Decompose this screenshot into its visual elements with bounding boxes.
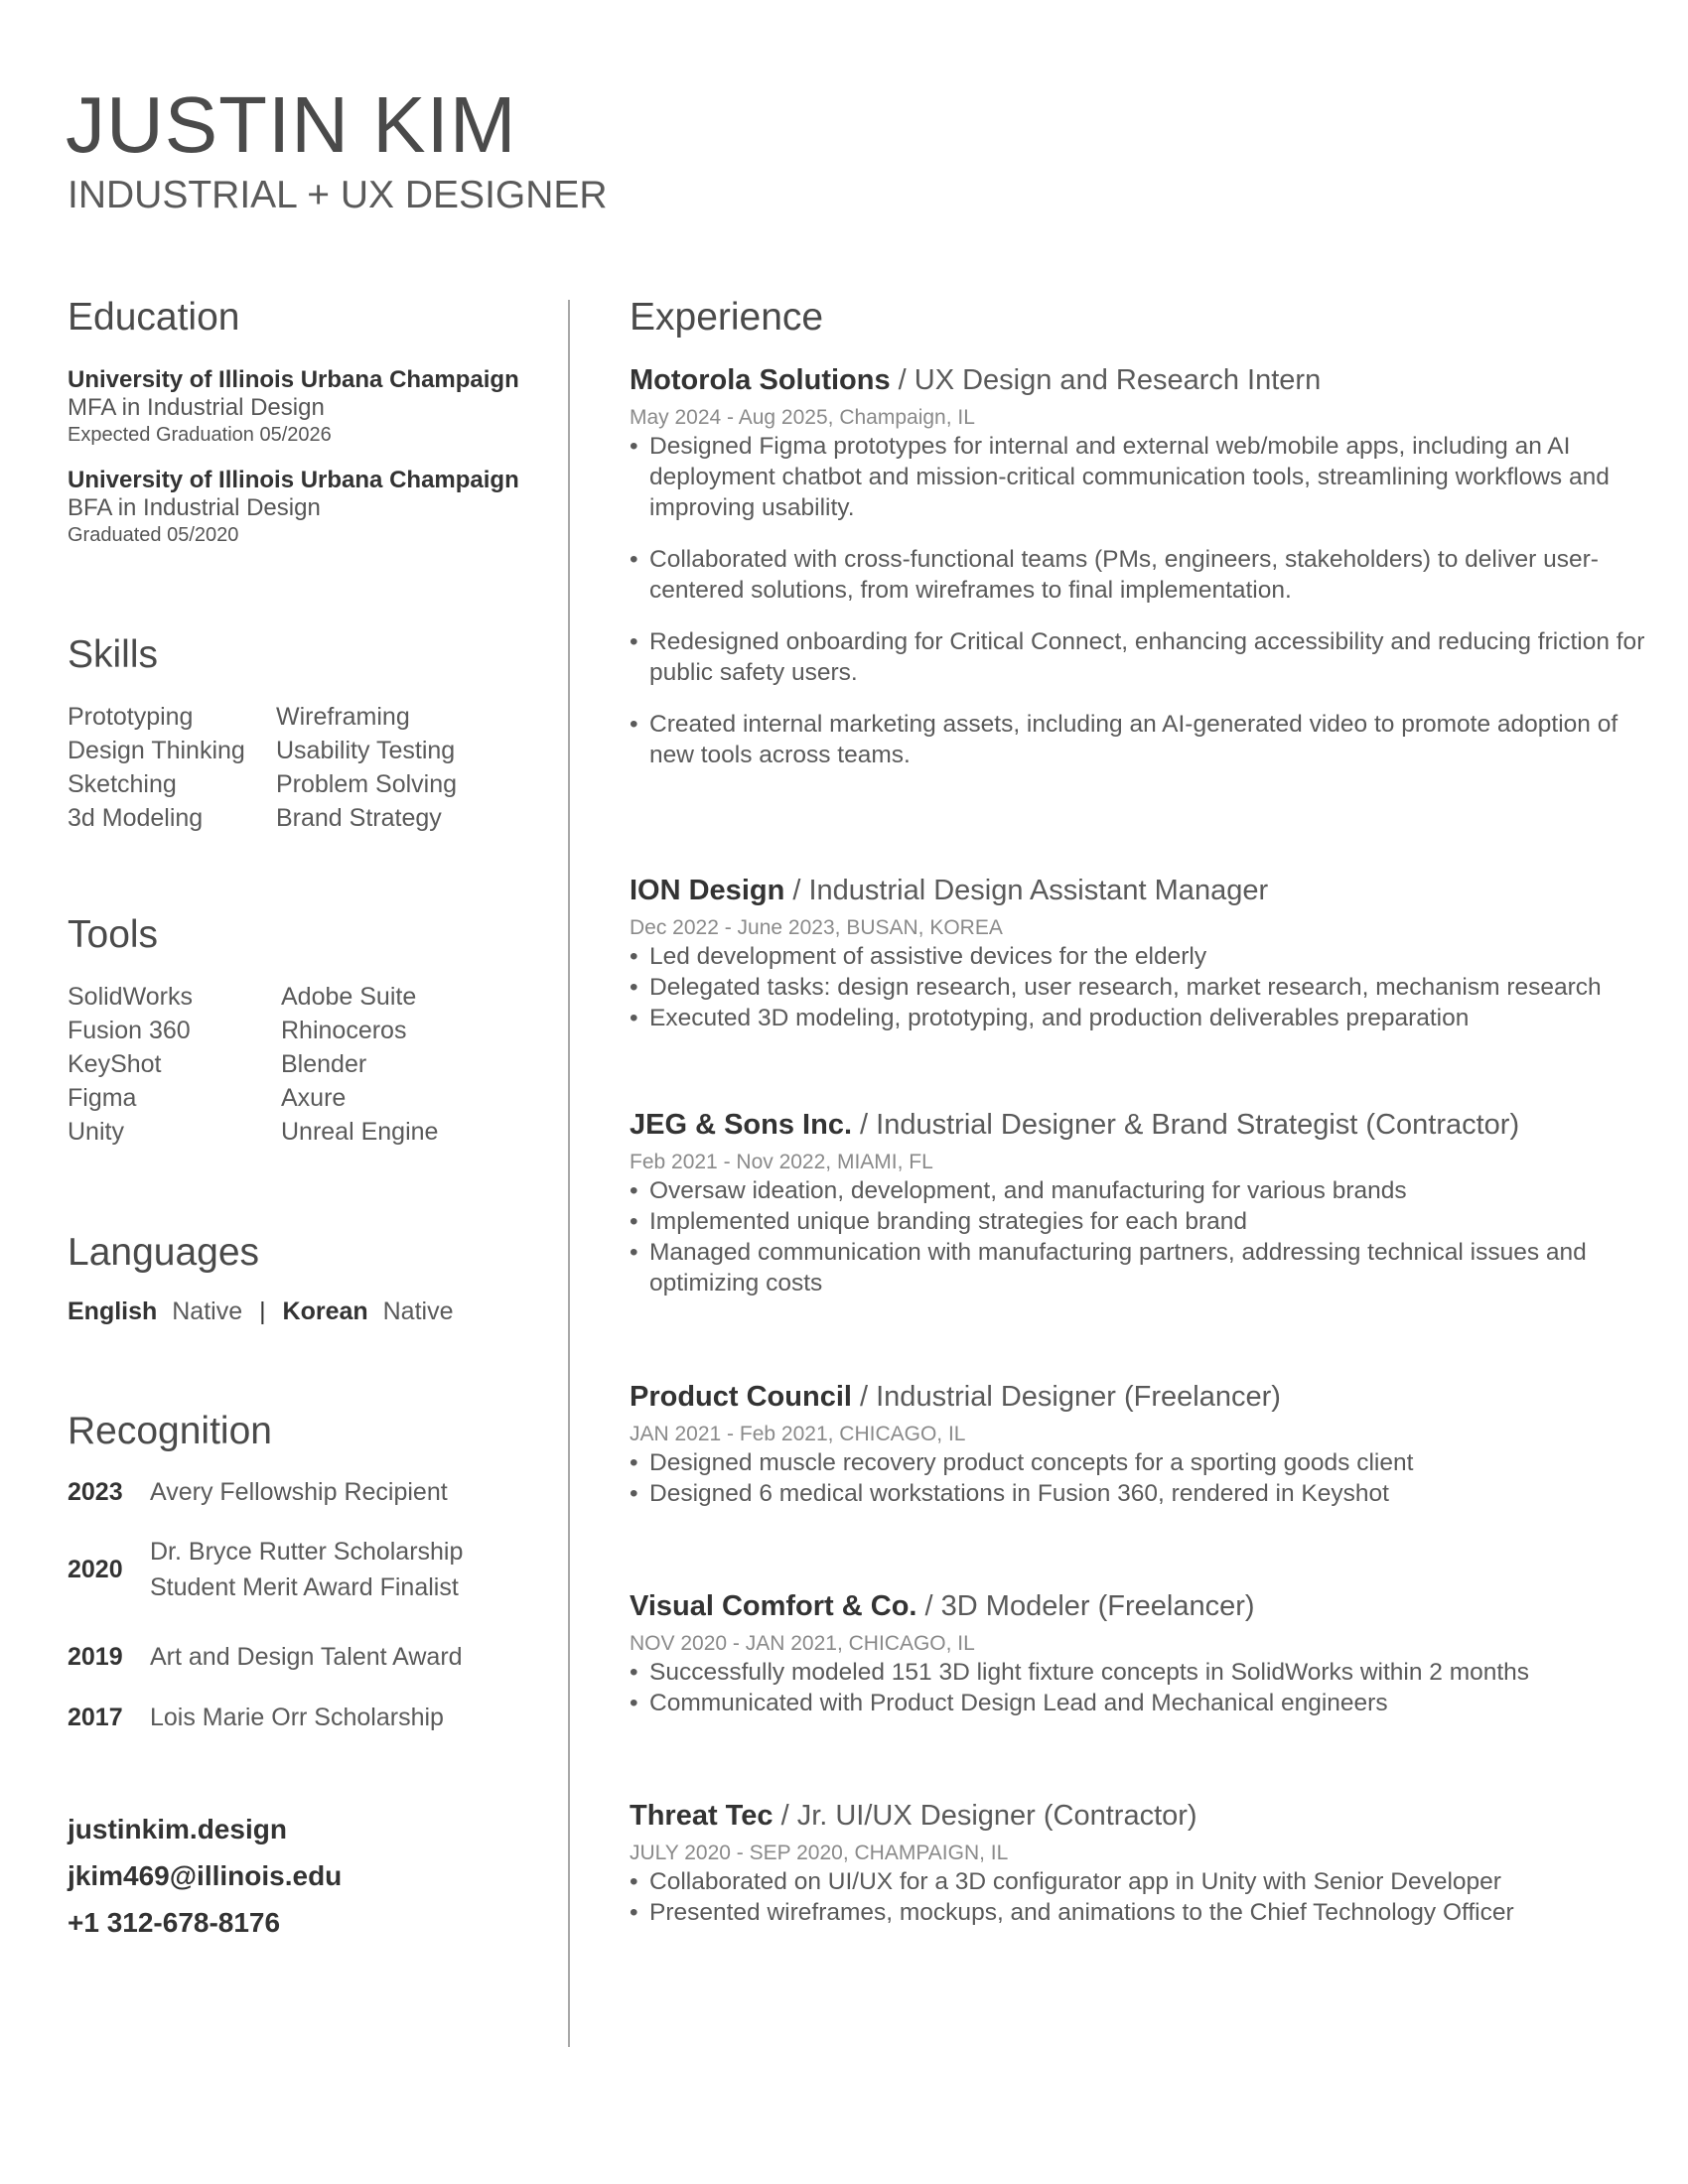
experience-entry — [630, 874, 1662, 1033]
job-bullet: • Redesigned onboarding for Critical Connect, enhancing accessibility and reducing friction for public safety users. — [630, 626, 1662, 688]
job-role: 3D Modeler (Freelancer) — [940, 1590, 1255, 1622]
recognition-year: 2017 — [68, 1703, 123, 1731]
job-role: UX Design and Research Intern — [914, 364, 1322, 396]
recognition-heading: Recognition — [68, 1410, 272, 1452]
tool-item: Fusion 360 — [68, 1017, 191, 1044]
skill-item: 3d Modeling — [68, 804, 204, 832]
recognition-item — [68, 1534, 463, 1605]
job-dates: NOV 2020 - JAN 2021, CHICAGO, IL — [630, 1632, 975, 1655]
tool-item: Rhinoceros — [281, 1017, 407, 1044]
language-separator: | — [259, 1297, 266, 1325]
education-degree: MFA in Industrial Design — [68, 394, 325, 421]
job-bullet: • Presented wireframes, mockups, and animations to the Chief Technology Officer — [630, 1897, 1662, 1928]
job-title: Visual Comfort & Co. / 3D Modeler (Freelancer) — [630, 1590, 1255, 1622]
job-bullet: • Collaborated on UI/UX for a 3D configurator app in Unity with Senior Developer — [630, 1866, 1662, 1897]
job-title: Product Council / Industrial Designer (Freelancer) — [630, 1381, 1281, 1413]
skill-item: Wireframing — [276, 703, 410, 731]
experience-entry — [630, 1108, 1662, 1298]
education-graduation: Graduated 05/2020 — [68, 524, 239, 546]
recognition-award: Art and Design Talent Award — [150, 1643, 463, 1671]
recognition-item — [68, 1474, 448, 1510]
education-school: University of Illinois Urbana Champaign — [68, 467, 519, 493]
recognition-year: 2019 — [68, 1642, 123, 1671]
experience-entry — [630, 363, 1662, 791]
languages-row — [68, 1297, 454, 1326]
job-title: Threat Tec / Jr. UI/UX Designer (Contractor) — [630, 1800, 1197, 1832]
job-title: Motorola Solutions / UX Design and Research Intern — [630, 364, 1322, 396]
tools-list — [68, 980, 539, 1149]
job-dates: Feb 2021 - Nov 2022, MIAMI, FL — [630, 1151, 933, 1173]
tool-item: Blender — [281, 1050, 367, 1078]
skills-heading: Skills — [68, 633, 159, 676]
education-entry — [68, 366, 519, 448]
job-bullet: • Implemented unique branding strategies for each brand — [630, 1206, 1662, 1237]
recognition-item — [68, 1639, 463, 1675]
education-school: University of Illinois Urbana Champaign — [68, 366, 519, 393]
job-bullets — [630, 1866, 1662, 1928]
experience-entry — [630, 1799, 1662, 1928]
job-bullets — [630, 1447, 1662, 1509]
language-name: Korean — [282, 1297, 368, 1325]
job-dates: Dec 2022 - June 2023, BUSAN, KOREA — [630, 916, 1003, 939]
job-bullet: • Created internal marketing assets, including an AI-generated video to promote adoption of new tools across teams. — [630, 709, 1662, 770]
job-role: Industrial Designer & Brand Strategist (Contractor) — [876, 1109, 1520, 1141]
job-role: Industrial Designer (Freelancer) — [876, 1381, 1281, 1413]
job-title: JEG & Sons Inc. / Industrial Designer & Brand Strategist (Contractor) — [630, 1109, 1520, 1141]
tool-item: Adobe Suite — [281, 983, 417, 1011]
recognition-award: Avery Fellowship Recipient — [150, 1478, 448, 1506]
tools-heading: Tools — [68, 913, 159, 956]
education-heading: Education — [68, 296, 240, 339]
tool-item: KeyShot — [68, 1050, 162, 1078]
tool-item: SolidWorks — [68, 983, 193, 1011]
job-bullet: • Led development of assistive devices for the elderly — [630, 941, 1662, 972]
recognition-year: 2020 — [68, 1555, 123, 1583]
job-bullet: • Managed communication with manufacturing partners, addressing technical issues and optimizing costs — [630, 1237, 1662, 1298]
job-bullets — [630, 431, 1662, 770]
experience-entry — [630, 1589, 1662, 1718]
resume-subtitle: INDUSTRIAL + UX DESIGNER — [68, 174, 608, 216]
job-bullet: • Collaborated with cross-functional teams (PMs, engineers, stakeholders) to deliver user-centered solutions, from wireframes to final implementation. — [630, 544, 1662, 606]
skill-item: Brand Strategy — [276, 804, 442, 832]
job-bullets — [630, 941, 1662, 1033]
tool-item: Axure — [281, 1084, 347, 1112]
job-bullet: • Designed muscle recovery product concepts for a sporting goods client — [630, 1447, 1662, 1478]
contact-email[interactable]: jkim469@illinois.edu — [68, 1860, 343, 1891]
recognition-year: 2023 — [68, 1477, 123, 1506]
job-bullet: • Communicated with Product Design Lead and Mechanical engineers — [630, 1688, 1662, 1718]
job-bullet: • Delegated tasks: design research, user research, market research, mechanism research — [630, 972, 1662, 1003]
skill-item: Sketching — [68, 770, 177, 798]
job-bullet: • Successfully modeled 151 3D light fixture concepts in SolidWorks within 2 months — [630, 1657, 1662, 1688]
skill-item: Usability Testing — [276, 737, 456, 764]
right-column — [630, 0, 1662, 2184]
job-bullet: • Designed Figma prototypes for internal and external web/mobile apps, including an AI deployment chatbot and mission-critical communication tools, streamlining workflows and improving usability. — [630, 431, 1662, 523]
contact-phone[interactable]: +1 312-678-8176 — [68, 1907, 281, 1938]
job-bullets — [630, 1175, 1662, 1298]
resume-name: JUSTIN KIM — [66, 80, 517, 169]
job-company: ION Design — [630, 875, 785, 906]
job-role: Industrial Design Assistant Manager — [808, 875, 1269, 906]
job-bullets — [630, 1657, 1662, 1718]
skill-item: Problem Solving — [276, 770, 458, 798]
job-dates: JULY 2020 - SEP 2020, CHAMPAIGN, IL — [630, 1842, 1009, 1864]
education-entry — [68, 467, 519, 548]
language-level: Native — [382, 1297, 454, 1325]
job-bullet: • Executed 3D modeling, prototyping, and production deliverables preparation — [630, 1003, 1662, 1033]
recognition-award: Student Merit Award Finalist — [150, 1573, 459, 1601]
job-title: ION Design / Industrial Design Assistant Manager — [630, 875, 1269, 906]
job-company: Product Council — [630, 1381, 852, 1413]
job-company: Visual Comfort & Co. — [630, 1590, 917, 1622]
education-graduation: Expected Graduation 05/2026 — [68, 424, 332, 446]
job-company: JEG & Sons Inc. — [630, 1109, 852, 1141]
skills-list — [68, 700, 534, 835]
left-column — [68, 0, 554, 2184]
job-bullet: • Oversaw ideation, development, and manufacturing for various brands — [630, 1175, 1662, 1206]
job-dates: JAN 2021 - Feb 2021, CHICAGO, IL — [630, 1423, 966, 1445]
skill-item: Design Thinking — [68, 737, 245, 764]
contact-website[interactable]: justinkim.design — [68, 1814, 287, 1844]
tool-item: Figma — [68, 1084, 137, 1112]
language-level: Native — [172, 1297, 243, 1325]
languages-heading: Languages — [68, 1231, 260, 1274]
job-bullet: • Designed 6 medical workstations in Fusion 360, rendered in Keyshot — [630, 1478, 1662, 1509]
job-company: Threat Tec — [630, 1800, 774, 1832]
education-degree: BFA in Industrial Design — [68, 494, 321, 521]
job-role: Jr. UI/UX Designer (Contractor) — [796, 1800, 1197, 1832]
experience-entry — [630, 1380, 1662, 1509]
column-divider — [568, 300, 570, 2047]
tool-item: Unreal Engine — [281, 1118, 439, 1146]
job-dates: May 2024 - Aug 2025, Champaign, IL — [630, 406, 975, 429]
language-name: English — [68, 1297, 158, 1325]
job-company: Motorola Solutions — [630, 364, 891, 396]
tool-item: Unity — [68, 1118, 124, 1146]
recognition-award: Lois Marie Orr Scholarship — [150, 1704, 444, 1731]
skill-item: Prototyping — [68, 703, 194, 731]
recognition-item — [68, 1700, 444, 1735]
experience-heading: Experience — [630, 296, 824, 339]
recognition-award: Dr. Bryce Rutter Scholarship — [150, 1538, 464, 1566]
